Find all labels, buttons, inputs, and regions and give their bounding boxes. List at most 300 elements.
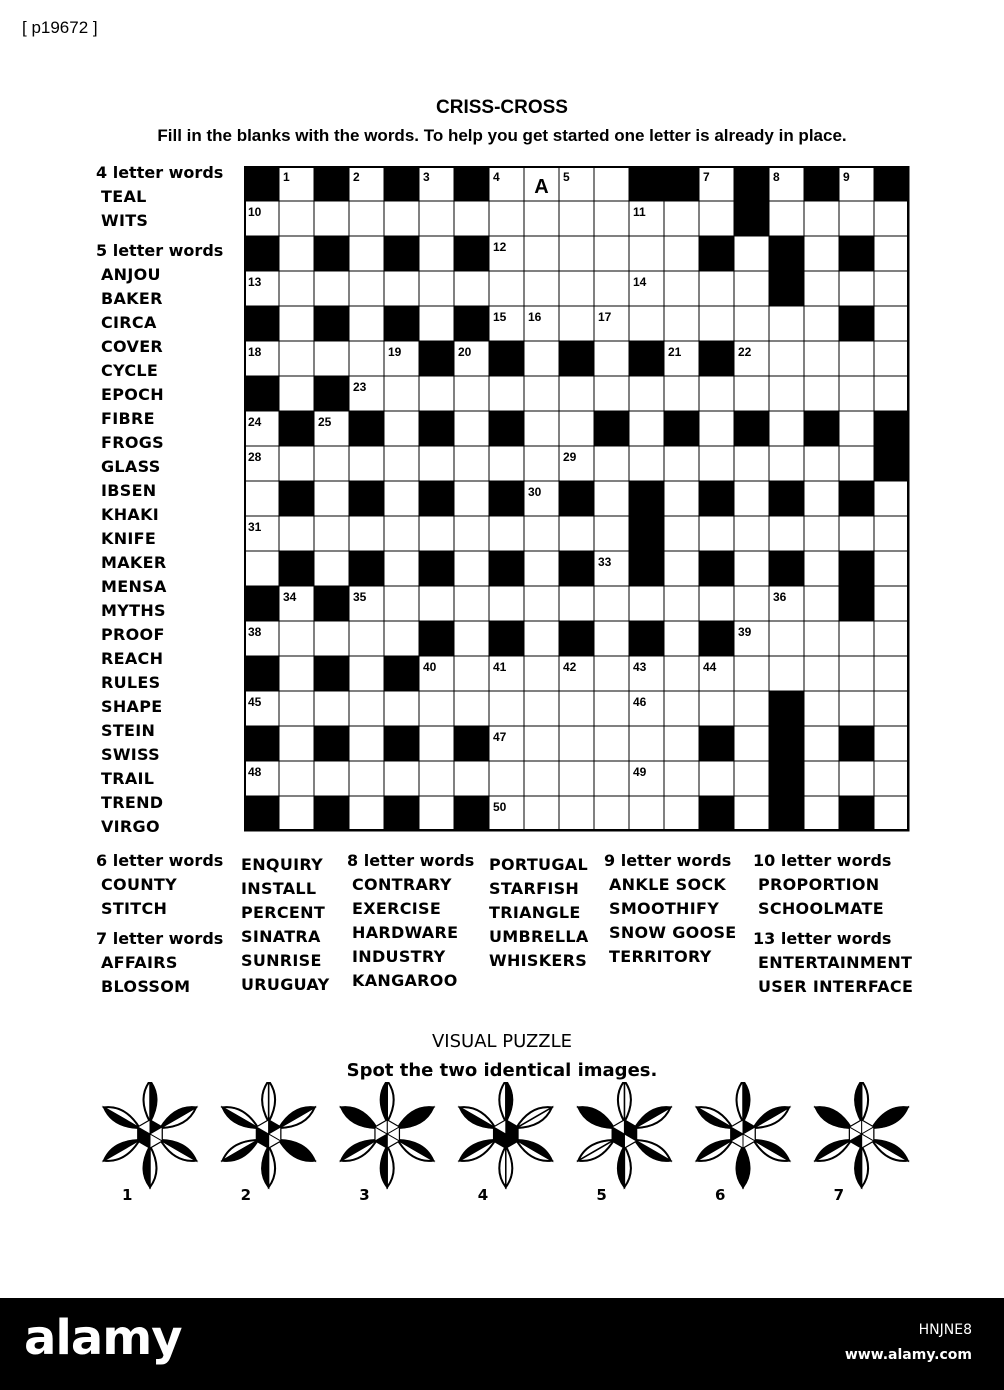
grid-cell[interactable] [419, 796, 454, 831]
grid-cell[interactable] [874, 481, 909, 516]
word-list-item: GLASS [101, 457, 161, 476]
grid-cell[interactable] [524, 796, 559, 831]
grid-cell[interactable] [349, 621, 384, 656]
grid-cell[interactable] [349, 796, 384, 831]
grid-block [314, 376, 349, 411]
grid-cell[interactable] [839, 341, 874, 376]
star-image[interactable] [341, 1082, 433, 1187]
clue-number: 22 [738, 345, 752, 359]
grid-cell[interactable] [454, 271, 489, 306]
grid-cell[interactable] [699, 306, 734, 341]
grid-cell[interactable] [314, 621, 349, 656]
grid-cell[interactable] [349, 271, 384, 306]
grid-cell[interactable] [804, 726, 839, 761]
clue-number: 1 [283, 170, 290, 184]
grid-cell[interactable] [559, 271, 594, 306]
grid-cell[interactable] [384, 201, 419, 236]
grid-cell[interactable] [664, 656, 699, 691]
grid-cell[interactable] [524, 341, 559, 376]
grid-cell[interactable] [279, 341, 314, 376]
clue-number: 47 [493, 730, 507, 744]
grid-cell[interactable] [349, 726, 384, 761]
grid-cell[interactable] [629, 411, 664, 446]
grid-block [244, 306, 279, 341]
grid-cell[interactable] [804, 271, 839, 306]
grid-cell[interactable] [524, 621, 559, 656]
grid-cell[interactable] [524, 761, 559, 796]
grid-cell[interactable] [314, 551, 349, 586]
grid-cell[interactable] [664, 516, 699, 551]
grid-cell[interactable] [384, 481, 419, 516]
grid-cell[interactable] [804, 516, 839, 551]
grid-cell[interactable] [559, 236, 594, 271]
grid-cell[interactable] [454, 376, 489, 411]
grid-cell[interactable] [524, 411, 559, 446]
grid-cell[interactable] [699, 691, 734, 726]
grid-cell[interactable] [454, 446, 489, 481]
grid-cell[interactable] [594, 481, 629, 516]
given-letter: A [534, 176, 549, 198]
grid-cell[interactable] [699, 201, 734, 236]
grid-cell[interactable] [419, 376, 454, 411]
grid-cell[interactable] [664, 551, 699, 586]
grid-cell[interactable] [524, 691, 559, 726]
grid-block [314, 306, 349, 341]
grid-cell[interactable] [769, 621, 804, 656]
grid-cell[interactable] [699, 271, 734, 306]
clue-number: 21 [668, 345, 682, 359]
grid-cell[interactable] [839, 446, 874, 481]
grid-cell[interactable] [874, 586, 909, 621]
grid-cell[interactable] [804, 201, 839, 236]
grid-cell[interactable] [489, 446, 524, 481]
grid-cell[interactable] [699, 446, 734, 481]
grid-cell[interactable] [524, 586, 559, 621]
grid-block [734, 166, 769, 201]
star-image[interactable] [104, 1082, 196, 1187]
grid-cell[interactable] [664, 691, 699, 726]
grid-cell[interactable] [454, 516, 489, 551]
grid-cell[interactable] [629, 586, 664, 621]
grid-cell[interactable] [279, 201, 314, 236]
grid-cell[interactable] [874, 376, 909, 411]
grid-cell[interactable] [699, 586, 734, 621]
grid-cell[interactable] [314, 271, 349, 306]
grid-cell[interactable] [734, 376, 769, 411]
grid-cell[interactable] [664, 236, 699, 271]
grid-cell[interactable] [874, 761, 909, 796]
grid-cell[interactable] [769, 201, 804, 236]
grid-cell[interactable] [874, 796, 909, 831]
grid-cell[interactable] [454, 411, 489, 446]
grid-cell[interactable] [489, 586, 524, 621]
grid-cell[interactable] [349, 656, 384, 691]
grid-cell[interactable] [804, 551, 839, 586]
grid-cell[interactable] [594, 201, 629, 236]
grid-cell[interactable] [839, 376, 874, 411]
grid-cell[interactable] [734, 726, 769, 761]
grid-cell[interactable] [804, 376, 839, 411]
grid-cell[interactable] [489, 516, 524, 551]
grid-cell[interactable] [629, 376, 664, 411]
grid-cell[interactable] [769, 446, 804, 481]
grid-block [839, 306, 874, 341]
grid-cell[interactable] [734, 516, 769, 551]
grid-cell[interactable] [314, 761, 349, 796]
grid-cell[interactable] [839, 411, 874, 446]
grid-cell[interactable] [384, 551, 419, 586]
grid-cell[interactable] [349, 236, 384, 271]
grid-block [279, 411, 314, 446]
grid-cell[interactable] [769, 656, 804, 691]
grid-cell[interactable] [419, 271, 454, 306]
grid-cell[interactable] [349, 761, 384, 796]
grid-block [664, 411, 699, 446]
grid-cell[interactable] [559, 376, 594, 411]
page-code: [ p19672 ] [22, 18, 98, 37]
grid-block [349, 481, 384, 516]
grid-cell[interactable] [489, 376, 524, 411]
grid-cell[interactable] [384, 621, 419, 656]
grid-cell[interactable] [349, 341, 384, 376]
grid-cell[interactable] [279, 691, 314, 726]
word-list-heading: 9 letter words [604, 851, 732, 870]
grid-cell[interactable] [489, 271, 524, 306]
grid-cell[interactable] [734, 656, 769, 691]
word-list-item: TRAIL [101, 769, 155, 788]
grid-cell[interactable] [839, 201, 874, 236]
grid-cell[interactable] [314, 201, 349, 236]
grid-cell[interactable] [874, 201, 909, 236]
grid-cell[interactable] [559, 796, 594, 831]
grid-cell[interactable] [384, 376, 419, 411]
grid-cell[interactable] [454, 656, 489, 691]
grid-cell[interactable] [559, 516, 594, 551]
star-image[interactable] [816, 1082, 908, 1187]
grid-cell[interactable] [594, 726, 629, 761]
grid-cell[interactable] [594, 621, 629, 656]
word-list-item: KNIFE [101, 529, 157, 548]
grid-cell[interactable] [664, 201, 699, 236]
clue-number: 8 [773, 170, 780, 184]
grid-cell[interactable] [524, 271, 559, 306]
grid-cell[interactable] [594, 236, 629, 271]
clue-number: 46 [633, 695, 647, 709]
grid-cell[interactable] [734, 236, 769, 271]
word-list-item: USER INTERFACE [758, 977, 914, 996]
grid-cell[interactable] [769, 516, 804, 551]
grid-cell[interactable] [349, 691, 384, 726]
grid-cell[interactable] [804, 656, 839, 691]
grid-cell[interactable] [664, 271, 699, 306]
grid-cell[interactable] [594, 796, 629, 831]
grid-cell[interactable] [874, 516, 909, 551]
grid-cell[interactable] [839, 761, 874, 796]
star-number: 6 [715, 1186, 726, 1204]
grid-block [454, 726, 489, 761]
grid-cell[interactable] [524, 726, 559, 761]
grid-cell[interactable] [804, 691, 839, 726]
grid-block [839, 481, 874, 516]
grid-cell[interactable] [279, 516, 314, 551]
grid-cell[interactable] [524, 376, 559, 411]
grid-cell[interactable] [664, 621, 699, 656]
grid-cell[interactable] [734, 446, 769, 481]
grid-cell[interactable] [839, 516, 874, 551]
grid-block [559, 341, 594, 376]
grid-cell[interactable] [559, 726, 594, 761]
grid-cell[interactable] [559, 201, 594, 236]
grid-cell[interactable] [874, 691, 909, 726]
grid-cell[interactable] [769, 341, 804, 376]
grid-block [699, 621, 734, 656]
site-url[interactable]: www.alamy.com [844, 1347, 972, 1363]
grid-cell[interactable] [594, 376, 629, 411]
grid-cell[interactable] [874, 341, 909, 376]
grid-block [769, 271, 804, 306]
grid-cell[interactable] [489, 761, 524, 796]
grid-cell[interactable] [279, 656, 314, 691]
crossword-grid[interactable] [244, 166, 910, 832]
grid-cell[interactable] [699, 761, 734, 796]
grid-cell[interactable] [279, 236, 314, 271]
grid-block [244, 586, 279, 621]
grid-cell[interactable] [594, 516, 629, 551]
grid-cell[interactable] [524, 236, 559, 271]
grid-cell[interactable] [419, 201, 454, 236]
grid-cell[interactable] [804, 341, 839, 376]
grid-cell[interactable] [804, 761, 839, 796]
grid-cell[interactable] [419, 446, 454, 481]
grid-cell[interactable] [874, 656, 909, 691]
grid-block [454, 796, 489, 831]
grid-cell[interactable] [804, 621, 839, 656]
grid-cell[interactable] [454, 691, 489, 726]
grid-cell[interactable] [489, 691, 524, 726]
grid-cell[interactable] [419, 306, 454, 341]
grid-cell[interactable] [629, 236, 664, 271]
grid-cell[interactable] [874, 271, 909, 306]
grid-cell[interactable] [419, 236, 454, 271]
grid-cell[interactable] [594, 271, 629, 306]
grid-cell[interactable] [524, 516, 559, 551]
grid-cell[interactable] [349, 306, 384, 341]
grid-cell[interactable] [839, 621, 874, 656]
star-image[interactable] [578, 1082, 670, 1187]
grid-cell[interactable] [524, 446, 559, 481]
grid-cell[interactable] [699, 411, 734, 446]
grid-cell[interactable] [629, 446, 664, 481]
grid-block [769, 551, 804, 586]
grid-cell[interactable] [804, 306, 839, 341]
word-list-item: INDUSTRY [352, 947, 446, 966]
grid-cell[interactable] [349, 446, 384, 481]
grid-cell[interactable] [664, 586, 699, 621]
grid-cell[interactable] [629, 796, 664, 831]
grid-cell[interactable] [279, 796, 314, 831]
grid-cell[interactable] [454, 551, 489, 586]
grid-cell[interactable] [559, 691, 594, 726]
grid-cell[interactable] [839, 691, 874, 726]
grid-block [244, 376, 279, 411]
grid-cell[interactable] [594, 691, 629, 726]
grid-cell[interactable] [454, 621, 489, 656]
grid-cell[interactable] [384, 411, 419, 446]
grid-cell[interactable] [524, 551, 559, 586]
word-list-5 [96, 263, 246, 839]
clue-number: 42 [563, 660, 577, 674]
grid-block [419, 551, 454, 586]
clue-number: 38 [248, 625, 262, 639]
grid-cell[interactable] [384, 761, 419, 796]
grid-cell[interactable] [279, 376, 314, 411]
grid-cell[interactable] [874, 306, 909, 341]
grid-block [629, 341, 664, 376]
grid-cell[interactable] [384, 446, 419, 481]
grid-cell[interactable] [279, 446, 314, 481]
grid-cell[interactable] [279, 621, 314, 656]
grid-cell[interactable] [559, 306, 594, 341]
visual-puzzle-instructions: Spot the two identical images. [346, 1060, 658, 1081]
grid-cell[interactable] [839, 271, 874, 306]
grid-cell[interactable] [384, 516, 419, 551]
grid-cell[interactable] [454, 761, 489, 796]
grid-cell[interactable] [874, 551, 909, 586]
grid-cell[interactable] [664, 726, 699, 761]
grid-cell[interactable] [874, 236, 909, 271]
grid-cell[interactable] [804, 481, 839, 516]
grid-cell[interactable] [559, 411, 594, 446]
word-list-column-f [753, 849, 913, 999]
grid-cell[interactable] [664, 306, 699, 341]
clue-number: 24 [248, 415, 262, 429]
grid-cell[interactable] [839, 656, 874, 691]
grid-cell[interactable] [664, 796, 699, 831]
grid-cell[interactable] [314, 516, 349, 551]
grid-cell[interactable] [559, 586, 594, 621]
grid-cell[interactable] [489, 201, 524, 236]
grid-block [384, 236, 419, 271]
grid-cell[interactable] [769, 306, 804, 341]
grid-block [454, 306, 489, 341]
grid-cell[interactable] [419, 586, 454, 621]
grid-cell[interactable] [734, 586, 769, 621]
grid-cell[interactable] [699, 376, 734, 411]
grid-cell[interactable] [594, 341, 629, 376]
grid-cell[interactable] [419, 726, 454, 761]
grid-cell[interactable] [734, 761, 769, 796]
grid-cell[interactable] [734, 481, 769, 516]
word-list-item: CIRCA [101, 313, 157, 332]
grid-cell[interactable] [594, 761, 629, 796]
grid-block [699, 796, 734, 831]
grid-cell[interactable] [314, 446, 349, 481]
word-list-item: SHAPE [101, 697, 163, 716]
grid-block [489, 411, 524, 446]
grid-cell[interactable] [314, 481, 349, 516]
star-image[interactable] [460, 1082, 552, 1187]
grid-cell[interactable] [419, 691, 454, 726]
grid-cell[interactable] [664, 376, 699, 411]
grid-cell[interactable] [804, 586, 839, 621]
grid-cell[interactable] [874, 726, 909, 761]
word-list-item: STARFISH [489, 879, 580, 898]
grid-cell[interactable] [384, 586, 419, 621]
grid-block [279, 551, 314, 586]
grid-block [699, 481, 734, 516]
grid-cell[interactable] [384, 271, 419, 306]
grid-block [244, 236, 279, 271]
grid-cell[interactable] [279, 761, 314, 796]
grid-block [629, 621, 664, 656]
grid-cell[interactable] [279, 726, 314, 761]
grid-cell[interactable] [594, 446, 629, 481]
grid-cell[interactable] [699, 516, 734, 551]
grid-cell[interactable] [314, 341, 349, 376]
grid-cell[interactable] [419, 761, 454, 796]
grid-cell[interactable] [279, 271, 314, 306]
clue-number: 18 [248, 345, 262, 359]
word-list-item: UMBRELLA [489, 927, 589, 946]
clue-number: 35 [353, 590, 367, 604]
grid-cell[interactable] [664, 761, 699, 796]
grid-cell[interactable] [769, 376, 804, 411]
word-list-column-b [236, 853, 329, 997]
grid-cell[interactable] [804, 796, 839, 831]
grid-cell[interactable] [629, 726, 664, 761]
grid-cell[interactable] [244, 551, 279, 586]
grid-cell[interactable] [454, 586, 489, 621]
grid-cell[interactable] [874, 621, 909, 656]
word-list-item: STITCH [101, 899, 168, 918]
grid-cell[interactable] [734, 551, 769, 586]
grid-cell[interactable] [454, 201, 489, 236]
grid-cell[interactable] [734, 796, 769, 831]
clue-number: 33 [598, 555, 612, 569]
grid-cell[interactable] [769, 411, 804, 446]
word-list-item: SMOOTHIFY [609, 899, 720, 918]
grid-cell[interactable] [524, 656, 559, 691]
star-image[interactable] [223, 1082, 315, 1187]
grid-cell[interactable] [594, 586, 629, 621]
grid-cell[interactable] [279, 306, 314, 341]
grid-cell[interactable] [629, 306, 664, 341]
grid-cell[interactable] [804, 446, 839, 481]
grid-cell[interactable] [664, 446, 699, 481]
grid-block [839, 726, 874, 761]
grid-block [839, 796, 874, 831]
grid-cell[interactable] [349, 516, 384, 551]
grid-cell[interactable] [349, 201, 384, 236]
puzzle-title: CRISS-CROSS [436, 97, 568, 118]
grid-cell[interactable] [419, 516, 454, 551]
grid-cell[interactable] [454, 481, 489, 516]
grid-cell[interactable] [594, 166, 629, 201]
grid-cell[interactable] [734, 271, 769, 306]
grid-cell[interactable] [524, 201, 559, 236]
grid-cell[interactable] [594, 656, 629, 691]
grid-cell[interactable] [384, 691, 419, 726]
star-image[interactable] [697, 1082, 789, 1187]
grid-cell[interactable] [664, 481, 699, 516]
clue-number: 50 [493, 800, 507, 814]
grid-cell[interactable] [244, 481, 279, 516]
grid-cell[interactable] [804, 236, 839, 271]
grid-cell[interactable] [734, 691, 769, 726]
grid-cell[interactable] [314, 691, 349, 726]
grid-cell[interactable] [734, 306, 769, 341]
grid-cell[interactable] [559, 761, 594, 796]
